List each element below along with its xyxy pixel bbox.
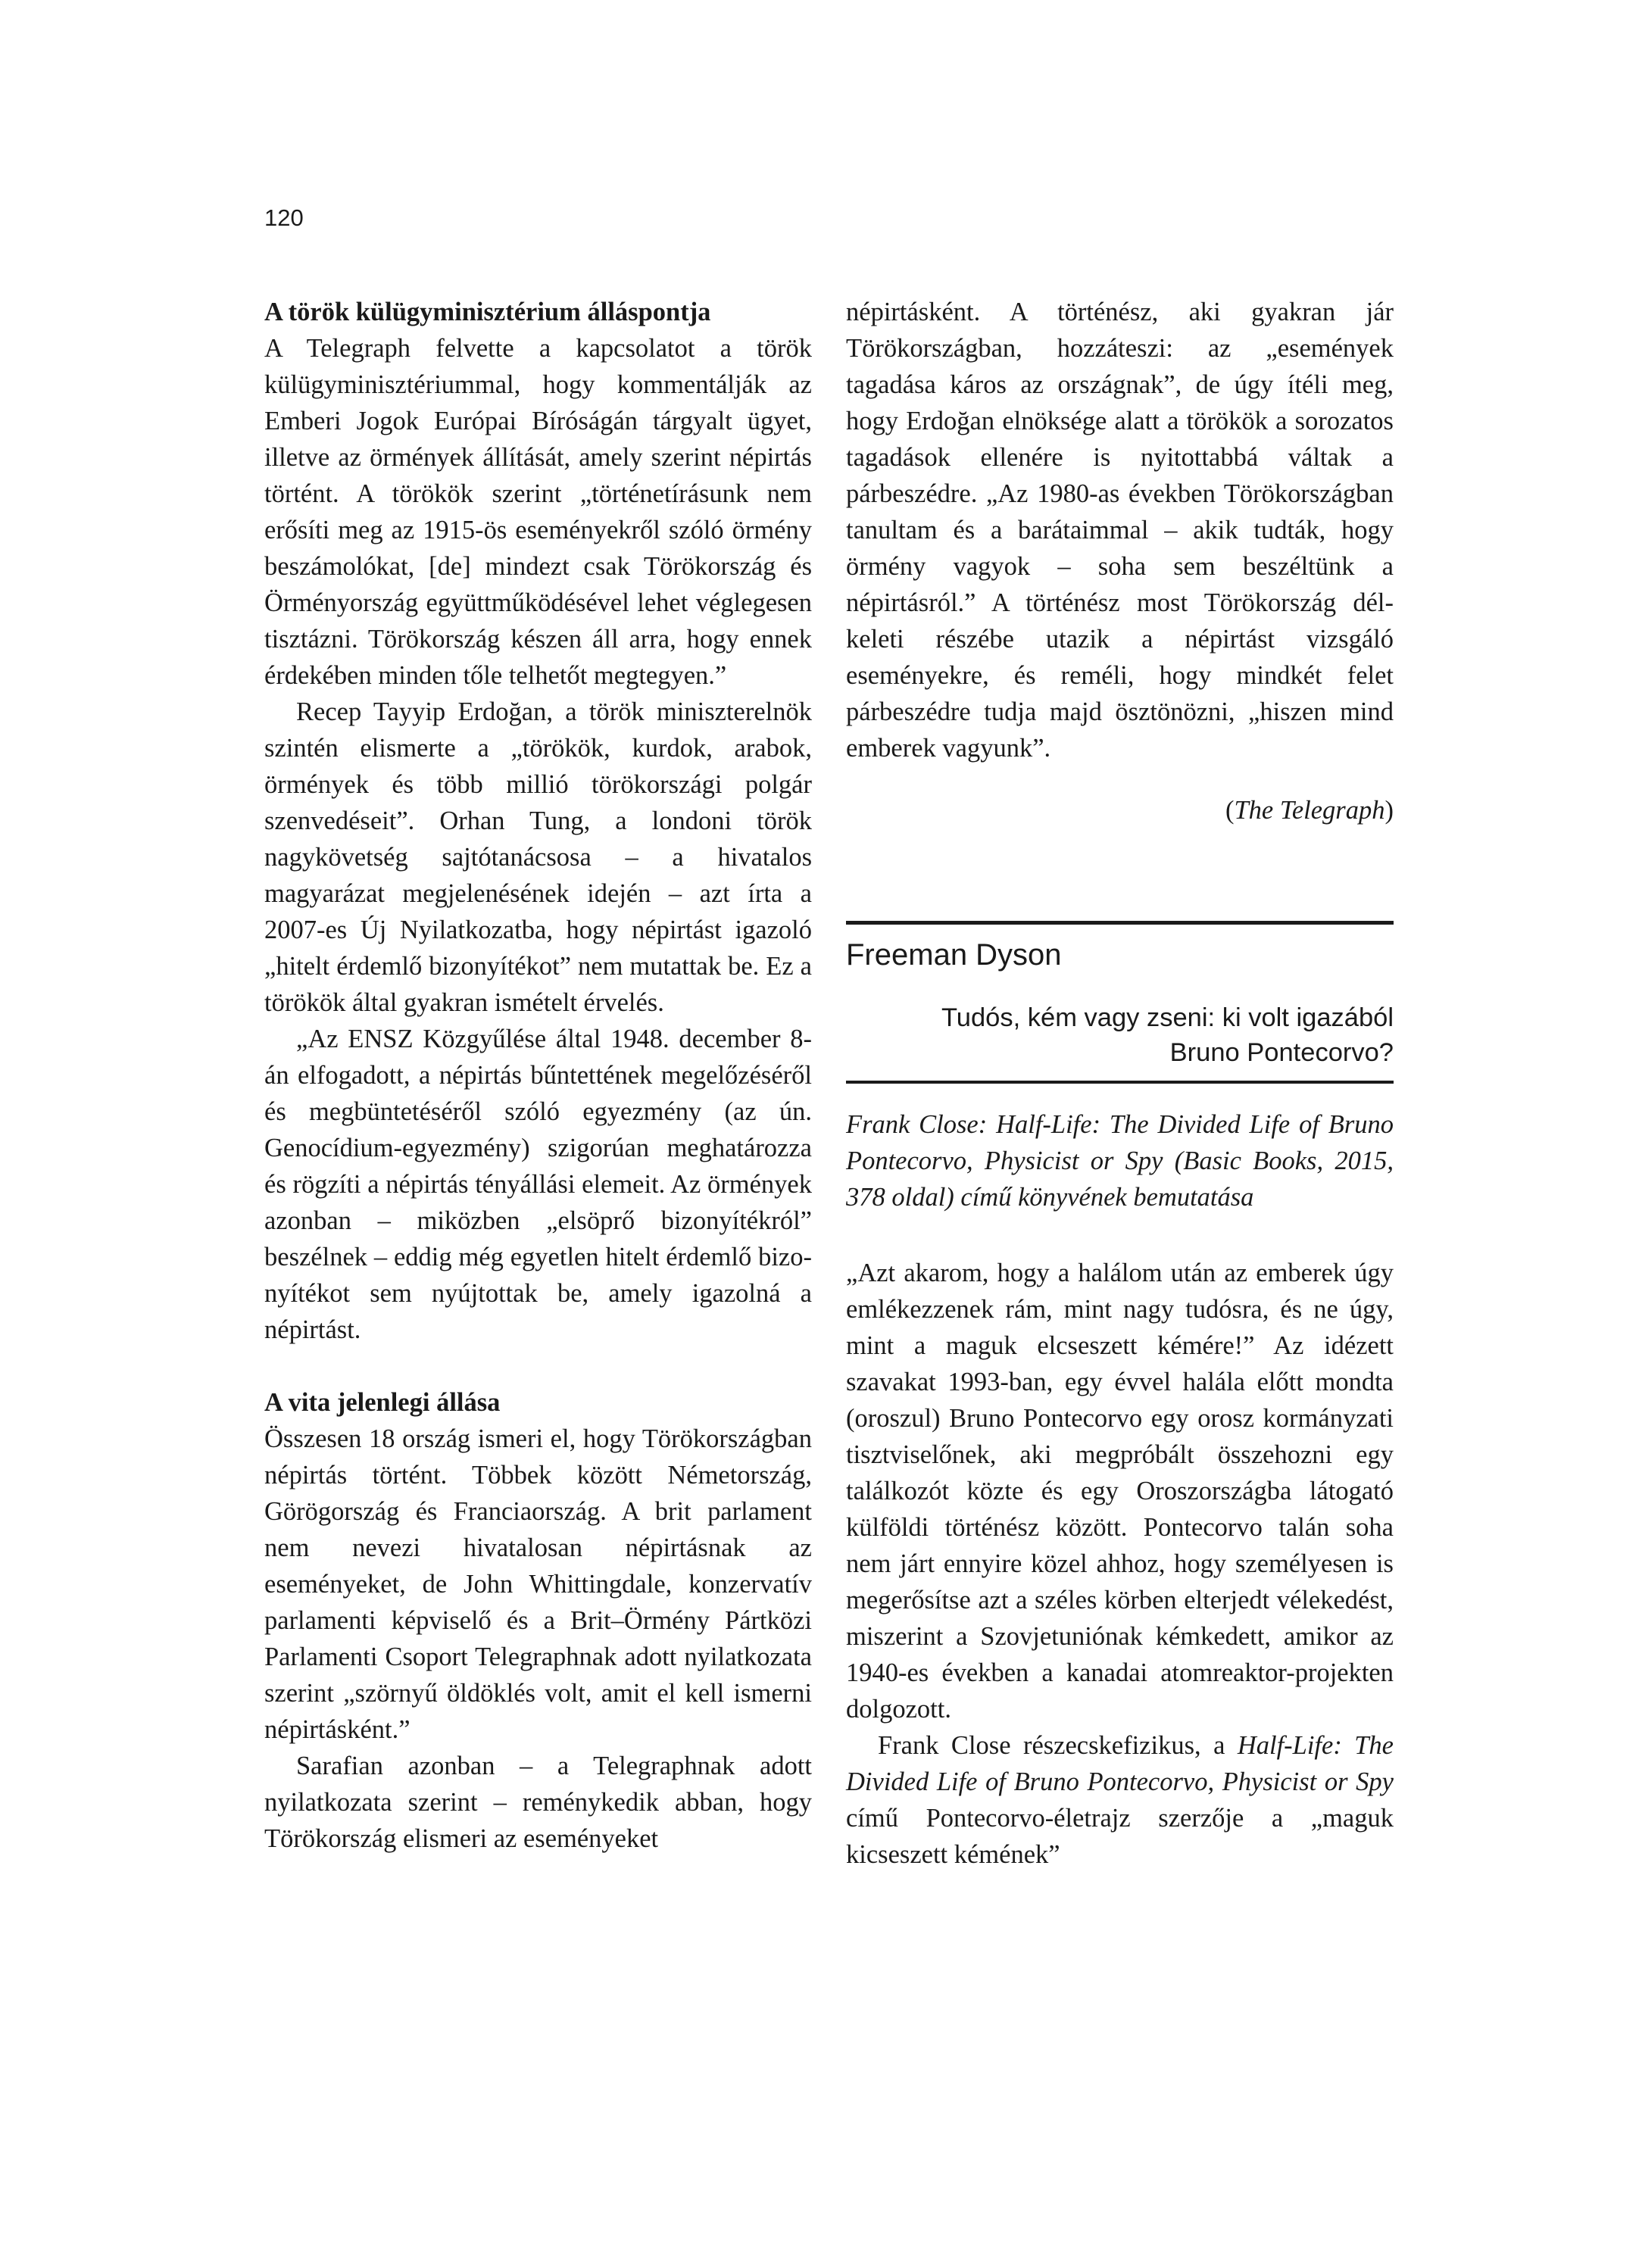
- section-heading-current-state: A vita jelenlegi állása: [264, 1388, 501, 1417]
- body-paragraph: Recep Tayyip Erdoğan, a török miniszterelnök szintén elismerte a „törökök, kurdok, arabok, örmények és több millió törökországi polgár szenvedéseit”. Orhan Tung, a londoni török nagykövetség sajtótanácsosa – a hivatalos magyarázat megjelenésének idején – azt írta a 2007-es Új Nyilatkozatba, hogy népirtást igazoló „hitelt érdemlő bizonyítékot” nem mutattak be. Ez a törökök által gyakran ismételt érvelés.: [264, 697, 812, 1017]
- section-heading-foreign-ministry: A török külügyminisztérium álláspontja: [264, 298, 711, 326]
- article-title-line: Bruno Pontecorvo?: [1169, 1038, 1394, 1067]
- spacer: [264, 1348, 812, 1384]
- source-citation: [846, 792, 1394, 828]
- body-paragraph: „Az ENSZ Közgyűlése által 1948. december 8-án elfogadott, a népirtás bűntettének megelőzéséről és megbüntetéséről szóló egyezmény (az ún. Genocídium-egyezmény) szigorúan meghatározza és rögzíti a népirtás tényállási elemeit. Az örmények azonban – miközben „elsöprő bizonyítékról” beszélnek – eddig még egyetlen hitelt érdemlő bizonyítékot sem nyújtottak be, amely igazolná a népirtást.: [264, 1025, 812, 1344]
- page-number: 120: [264, 204, 304, 231]
- book-info: Frank Close: Half-Life: The Divided Life of Bruno Pontecorvo, Physicist or Spy (Basic Books, 2015, 378 oldal) című könyvének bemutatása: [846, 1110, 1394, 1212]
- left-column: [264, 294, 812, 1857]
- source-paren-close: ): [1384, 796, 1394, 825]
- spacer: [846, 766, 1394, 792]
- article-title-line: Tudós, kém vagy zseni: ki volt igazából: [941, 1003, 1394, 1032]
- spacer: [846, 1215, 1394, 1255]
- body-paragraph: [846, 1727, 1394, 1873]
- body-text: című Pontecorvo-életrajz szerzője a „maguk kicseszett kémének”: [846, 1804, 1394, 1869]
- body-paragraph: Sarafian azonban – a Telegraphnak adott nyilatkozata szerint – reménykedik abban, hogy Törökország elismeri az eseményeket: [264, 1752, 812, 1853]
- article-top-rule: [846, 921, 1394, 925]
- body-paragraph: Összesen 18 ország ismeri el, hogy Törökországban népirtás történt. Többek között Németország, Görögország és Franciaország. A brit parlament nem nevezi hivatalosan népirtásnak az eseményeket, de John Whittingdale, konzervatív parlamenti képviselő és a Brit–Örmény Pártközi Parlamenti Csoport Telegraphnak adott nyilatkozata szerint „szörnyű öldöklés volt, amit el kell ismerni népirtásként.”: [264, 1424, 812, 1744]
- body-paragraph: A Telegraph felvette a kapcsolatot a török külügyminisztériummal, hogy kommentálják az Emberi Jogok Európai Bíróságán tárgyalt ügyet, illetve az örmények állítását, amely szerint népirtás történt. A törökök szerint „történetírásunk nem erősíti meg az 1915-ös eseményekről szóló örmény beszámolókat, [de] mindezt csak Törökország és Örményország együttműködésével lehet véglegesen tisztázni. Törökország készen áll arra, hogy ennek érdekében minden tőle telhetőt megtegyen.”: [264, 334, 812, 690]
- spacer: [846, 828, 1394, 921]
- source-paren-open: (: [1225, 796, 1235, 825]
- book-title: Half-Life: The Divided Life of Bruno Pontecorvo, Physicist or Spy: [846, 1731, 1394, 1796]
- article-title-rule: [846, 1081, 1394, 1084]
- article-title: [846, 1000, 1394, 1070]
- source-name: The Telegraph: [1234, 796, 1385, 825]
- body-paragraph: „Azt akarom, hogy a halálom után az emberek úgy emlékezzenek rám, mint nagy tudósra, és ne úgy, mint a maguk elcseszett kémére!” Az idézett szavakat 1993-ban, egy évvel halála előtt mondta (oroszul) Bruno Pontecorvo egy orosz kormányzati tisztviselőnek, aki megpróbált összehozni egy találkozót közte és egy Oroszországba látogató külföldi történész között. Pontecorvo talán soha nem járt ennyire közel ahhoz, hogy személyesen is megerősítse azt a széles körben elterjedt vélekedést, miszerint a Szovjetuniónak kémkedett, amikor az 1940-es években a kanadai atomreaktor-projekten dolgozott.: [846, 1259, 1394, 1724]
- article-author: Freeman Dyson: [846, 938, 1062, 972]
- body-text: Frank Close részecskefizikus, a: [878, 1731, 1238, 1760]
- body-paragraph: népirtásként. A történész, aki gyakran jár Törökországban, hozzáteszi: az „események tagadása káros az országnak”, de úgy ítéli meg, hogy Erdoğan elnöksége alatt a törökök a sorozatos tagadások ellenére is nyitottabbá váltak a párbeszédre. „Az 1980-as években Törökországban tanultam és a barátaimmal – akik tudták, hogy örmény vagyok – soha sem beszéltünk a népirtásról.” A történész most Törökország dél-keleti részébe utazik a népirtást vizsgáló eseményekre, és reméli, hogy mindkét felet párbeszédre tudja majd ösztönözni, „hiszen mind emberek vagyunk”.: [846, 298, 1394, 763]
- right-column: [846, 294, 1394, 1873]
